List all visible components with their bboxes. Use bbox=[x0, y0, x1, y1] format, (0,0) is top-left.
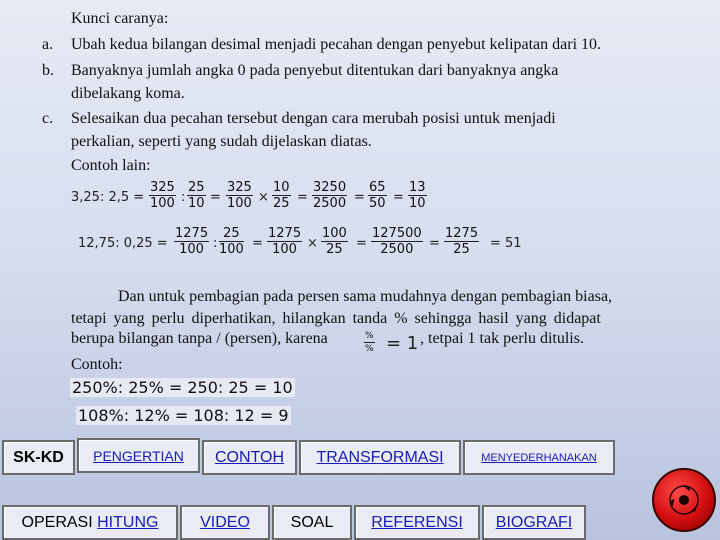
eq2-eq-d: = 51 bbox=[490, 236, 522, 251]
paragraph-line-3a: berupa bilangan tanpa / (persen), karena bbox=[71, 330, 328, 347]
contoh-label: Contoh: bbox=[71, 356, 123, 373]
eq1-frac5: $\frac{3250}{2500}$ bbox=[313, 180, 347, 211]
nav-operasi-label: OPERASI bbox=[21, 513, 93, 531]
eq1-lhs: 3,25: 2,5 = bbox=[71, 190, 145, 205]
step-a-marker: a. bbox=[42, 36, 54, 53]
eq1-eq-c: = bbox=[354, 190, 365, 205]
paragraph-line-2: tetapi yang perlu diperhatikan, hilangkan tanda % sehingga hasil yang didapat bbox=[71, 310, 601, 327]
nav-biografi-button[interactable]: BIOGRAFI bbox=[482, 505, 586, 540]
eq1-op1: : bbox=[181, 190, 186, 205]
eq1-eq-b: = bbox=[297, 190, 308, 205]
example-label: Contoh lain: bbox=[71, 157, 151, 174]
eq1-frac1: $\frac{325}{100}$ bbox=[150, 180, 175, 211]
eq2-frac1: $\frac{1275}{100}$ bbox=[175, 226, 209, 257]
heading: Kunci caranya: bbox=[71, 10, 169, 27]
eq1-frac3: $\frac{325}{100}$ bbox=[227, 180, 252, 211]
eq2-eq-a: = bbox=[252, 236, 263, 251]
paragraph-line-1: Dan untuk pembagian pada persen sama mudahnya dengan pembagian biasa, bbox=[118, 288, 613, 305]
sharingan-icon[interactable] bbox=[652, 468, 716, 532]
eq1-op2: × bbox=[258, 190, 269, 205]
percent-example-2: 108%: 12% = 108: 12 = 9 bbox=[78, 406, 289, 425]
nav-menyederhanakan-button[interactable]: MENYEDERHANAKAN bbox=[463, 440, 615, 475]
eq1-frac6: $\frac{65}{50}$ bbox=[369, 180, 386, 211]
step-c-marker: c. bbox=[42, 110, 54, 127]
eq2-frac5: $\frac{127500}{2500}$ bbox=[372, 226, 422, 257]
step-c-text-cont: perkalian, seperti yang sudah dijelaskan diatas. bbox=[71, 133, 372, 150]
nav-referensi-button[interactable]: REFERENSI bbox=[354, 505, 480, 540]
eq1-frac7: $\frac{13}{10}$ bbox=[409, 180, 426, 211]
paragraph-line-3b: , tetpai 1 tak perlu ditulis. bbox=[420, 330, 584, 347]
eq2-op1: : bbox=[213, 236, 218, 251]
eq1-frac2: $\frac{25}{10}$ bbox=[188, 180, 205, 211]
eq2-lhs: 12,75: 0,25 = bbox=[78, 236, 168, 251]
nav-video-button[interactable]: VIDEO bbox=[180, 505, 270, 540]
eq1-eq-a: = bbox=[210, 190, 221, 205]
nav-soal-button[interactable]: SOAL bbox=[272, 505, 352, 540]
nav-operasi-hitung-button[interactable] bbox=[2, 505, 178, 540]
percent-fraction: % % bbox=[365, 331, 374, 354]
step-a-text: Ubah kedua bilangan desimal menjadi pecahan dengan penyebut kelipatan dari 10. bbox=[71, 36, 602, 53]
eq2-eq-c: = bbox=[429, 236, 440, 251]
eq2-frac6: $\frac{1275}{25}$ bbox=[445, 226, 479, 257]
percent-example-1: 250%: 25% = 250: 25 = 10 bbox=[72, 378, 293, 397]
eq2-eq-b: = bbox=[356, 236, 367, 251]
eq2-frac2: $\frac{25}{100}$ bbox=[219, 226, 244, 257]
step-b-marker: b. bbox=[42, 62, 54, 79]
nav-contoh-button[interactable]: CONTOH bbox=[202, 440, 297, 475]
nav-hitung-label: HITUNG bbox=[97, 513, 159, 531]
nav-transformasi-button[interactable]: TRANSFORMASI bbox=[299, 440, 461, 475]
percent-equals-one: = 1 bbox=[386, 333, 419, 354]
eq2-frac3: $\frac{1275}{100}$ bbox=[268, 226, 302, 257]
eq1-frac4: $\frac{10}{25}$ bbox=[273, 180, 290, 211]
nav-pengertian-button[interactable]: PENGERTIAN bbox=[77, 438, 200, 473]
eq2-frac4: $\frac{100}{25}$ bbox=[322, 226, 347, 257]
step-b-text: Banyaknya jumlah angka 0 pada penyebut ditentukan dari banyaknya angka bbox=[71, 62, 559, 79]
nav-sk-kd-button[interactable]: SK-KD bbox=[2, 440, 75, 475]
step-c-text: Selesaikan dua pecahan tersebut dengan cara merubah posisi untuk menjadi bbox=[71, 110, 556, 127]
eq2-op2: × bbox=[307, 236, 318, 251]
eq1-eq-d: = bbox=[393, 190, 404, 205]
step-b-text-cont: dibelakang koma. bbox=[71, 85, 185, 102]
